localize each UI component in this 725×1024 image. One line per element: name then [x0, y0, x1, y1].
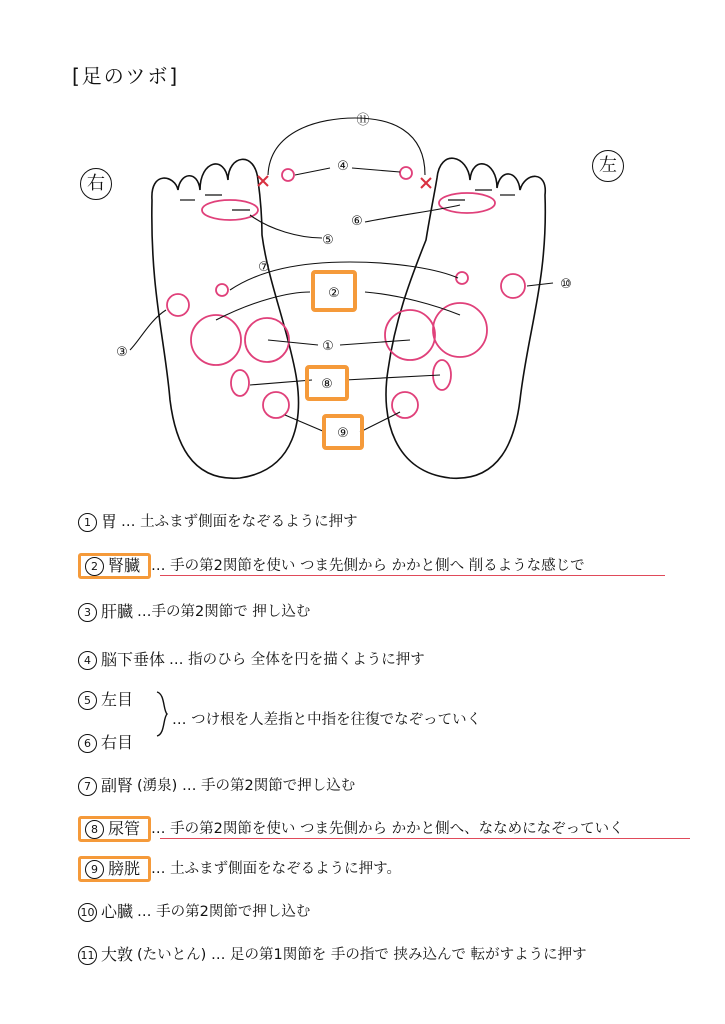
marker-2: ② — [328, 286, 340, 301]
marker-5: ⑤ — [322, 233, 334, 248]
legend-number: 11 — [78, 946, 97, 965]
legend-name: 尿管 — [108, 819, 141, 838]
legend-number: 9 — [85, 860, 104, 879]
red-underline-8 — [160, 838, 690, 839]
legend-desc: … 土ふまず側面をなぞるように押す — [121, 514, 358, 530]
left-foot-outline — [386, 158, 545, 478]
right-foot-label: 右 — [80, 168, 112, 200]
legend-name: 胃 — [101, 512, 118, 531]
legend-number: 8 — [85, 820, 104, 839]
legend-name: 副腎 — [101, 776, 134, 795]
legend-item-4 — [78, 650, 425, 670]
marker-4: ④ — [337, 159, 349, 174]
legend-highlight-box — [78, 856, 151, 882]
marker-10: ⑩ — [560, 277, 572, 292]
legend-shared-5-6 — [172, 710, 481, 730]
legend-number: 2 — [85, 557, 104, 576]
red-underline-2 — [160, 575, 665, 576]
legend-number: 7 — [78, 777, 97, 796]
legend-desc: … 手の第2関節を使い つま先側から かかと側へ、ななめになぞっていく — [151, 821, 624, 837]
legend-number: 3 — [78, 603, 97, 622]
legend-name: 心臓 — [101, 902, 134, 921]
legend-name: 腎臓 — [108, 556, 141, 575]
marker-6: ⑥ — [351, 214, 363, 229]
legend-desc: … つけ根を人差指と中指を往復でなぞっていく — [172, 712, 482, 728]
legend-item-5 — [78, 690, 137, 710]
legend-name: 左目 — [101, 690, 134, 709]
legend-item-10 — [78, 902, 310, 922]
marker-11: ⑪ — [356, 113, 370, 128]
legend-name: 膀胱 — [108, 859, 141, 878]
marker-7: ⑦ — [258, 260, 270, 275]
legend-highlight-box — [78, 553, 151, 579]
foot-reflexology-diagram — [0, 0, 725, 500]
legend-item-3 — [78, 602, 310, 622]
legend-item-1 — [78, 512, 358, 532]
legend-desc: … 土ふまず側面をなぞるように押す。 — [151, 861, 401, 877]
marker-3: ③ — [116, 345, 128, 360]
marker-1: ① — [322, 339, 334, 354]
legend-highlight-box — [78, 816, 151, 842]
legend-name: 脳下垂体 — [101, 650, 166, 669]
legend-name: 大敦 — [101, 945, 134, 964]
legend-item-9 — [78, 859, 401, 879]
legend-item-8 — [78, 819, 624, 839]
legend-item-7 — [78, 776, 355, 796]
legend-desc: (たいとん) … 足の第1関節を 手の指で 挟み込んで 転がすように押す — [137, 947, 587, 963]
legend-desc: (湧泉) … 手の第2関節で押し込む — [137, 778, 356, 794]
legend-name: 肝臓 — [101, 602, 134, 621]
legend-item-2 — [78, 556, 585, 576]
legend-desc: … 手の第2関節を使い つま先側から かかと側へ 削るような感じで — [151, 558, 585, 574]
legend-number: 5 — [78, 691, 97, 710]
legend-number: 6 — [78, 734, 97, 753]
legend-desc: …手の第2関節で 押し込む — [137, 604, 311, 620]
legend-number: 10 — [78, 903, 97, 922]
brace-5-6 — [155, 690, 169, 738]
right-foot-outline — [152, 159, 299, 478]
page-title: [足のツボ] — [72, 64, 180, 88]
marker-8: ⑧ — [321, 377, 333, 392]
left-foot-label: 左 — [592, 150, 624, 182]
marker-9: ⑨ — [337, 426, 349, 441]
legend-desc: … 指のひら 全体を円を描くように押す — [169, 652, 425, 668]
legend-desc: … 手の第2関節で押し込む — [137, 904, 311, 920]
legend-item-11 — [78, 945, 587, 965]
legend-item-6 — [78, 733, 137, 753]
legend-name: 右目 — [101, 733, 134, 752]
legend-number: 1 — [78, 513, 97, 532]
legend-number: 4 — [78, 651, 97, 670]
